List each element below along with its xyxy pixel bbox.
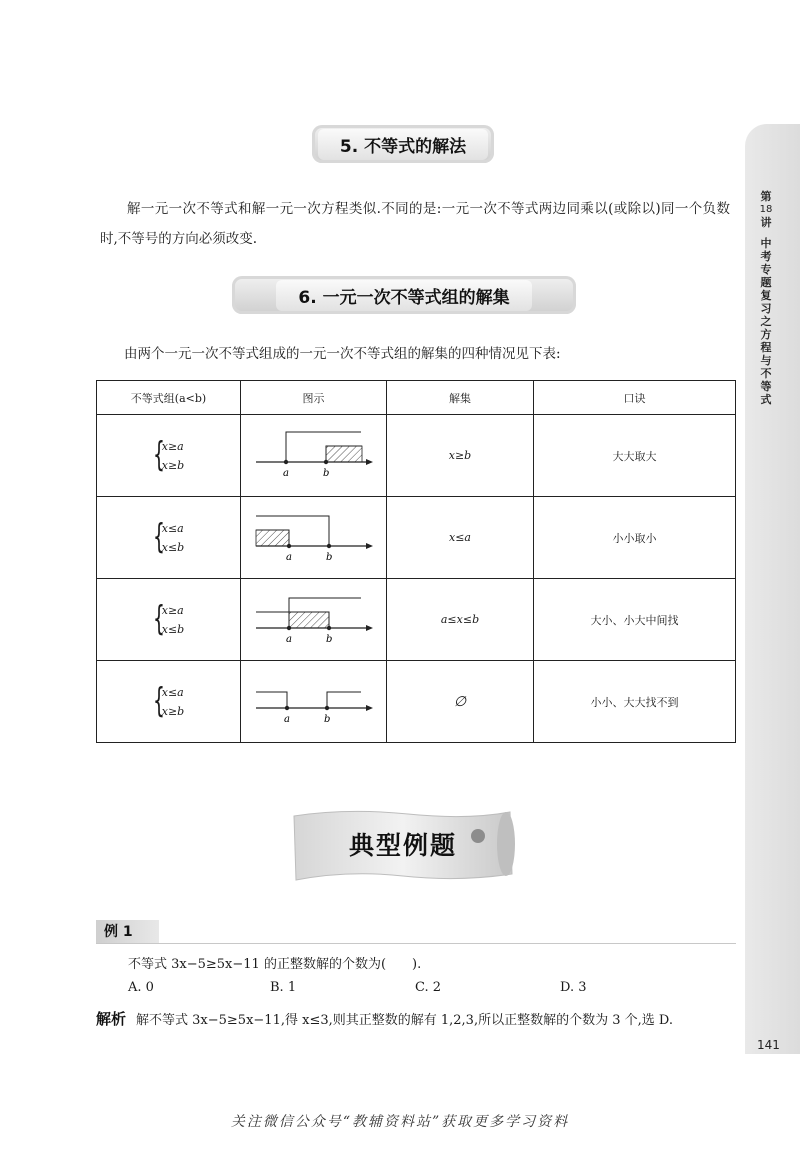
section6-title: 6. 一元一次不等式组的解集 bbox=[276, 280, 531, 311]
section5-banner bbox=[312, 125, 494, 163]
point-a bbox=[285, 706, 289, 710]
header-solution: 解集 bbox=[387, 381, 534, 415]
solution-set-table bbox=[96, 380, 736, 743]
hatched-region bbox=[256, 530, 289, 546]
section6-banner bbox=[232, 276, 576, 314]
system-cell bbox=[97, 661, 241, 743]
number-line-diagram bbox=[251, 506, 376, 566]
section5-title: 5. 不等式的解法 bbox=[318, 129, 488, 160]
point-a bbox=[287, 626, 291, 630]
table-header-row bbox=[97, 381, 736, 415]
axis-arrow bbox=[366, 459, 373, 465]
diagram-cell bbox=[241, 497, 387, 579]
example-divider bbox=[96, 943, 736, 944]
number-line-diagram bbox=[251, 424, 376, 484]
point-b bbox=[327, 626, 331, 630]
inequality-line-2: x≥b bbox=[161, 458, 185, 472]
system-cell bbox=[97, 415, 241, 497]
hatched-region bbox=[289, 612, 329, 628]
number-line-diagram bbox=[251, 670, 376, 730]
axis-arrow bbox=[366, 543, 373, 549]
point-b bbox=[324, 460, 328, 464]
header-system: 不等式组(a<b) bbox=[97, 381, 241, 415]
inequality-line-2: x≥b bbox=[161, 704, 185, 718]
chapter-prefix: 第 bbox=[760, 190, 772, 203]
diagram-cell bbox=[241, 661, 387, 743]
page-number: 141 bbox=[757, 1038, 780, 1052]
inequality-system: { x≥a x≥b bbox=[152, 434, 185, 475]
point-a bbox=[287, 544, 291, 548]
label-b: b bbox=[323, 468, 330, 479]
option-c: C. 2 bbox=[415, 980, 442, 995]
chapter-suffix: 讲 bbox=[760, 216, 772, 229]
inequality-line-1: x≥a bbox=[161, 603, 184, 617]
inequality-line-1: x≤a bbox=[161, 521, 184, 535]
analysis-text: 解不等式 3x−5≥5x−11,得 x≤3,则其正整数的解有 1,2,3,所以正整数解的个数为 3 个,选 D. bbox=[136, 1013, 673, 1028]
label-a: a bbox=[283, 468, 289, 479]
inequality-system: { x≤a x≤b bbox=[152, 516, 185, 557]
example1-analysis bbox=[96, 1006, 736, 1034]
section5-body: 解一元一次不等式和解一元一次方程类似.不同的是:一元一次不等式两边同乘以(或除以)同一个负数时,不等号的方向必须改变. bbox=[100, 201, 730, 247]
diagram-cell bbox=[241, 579, 387, 661]
diagram-cell bbox=[241, 415, 387, 497]
rule-cell: 小小、大大找不到 bbox=[534, 661, 736, 743]
example1-question: 不等式 3x−5≥5x−11 的正整数解的个数为( ). bbox=[128, 957, 422, 972]
inequality-line-1: x≤a bbox=[161, 685, 184, 699]
system-cell bbox=[97, 497, 241, 579]
analysis-tag: 解析 bbox=[96, 1010, 127, 1028]
solution-cell: a≤x≤b bbox=[387, 579, 534, 661]
inequality-line-2: x≤b bbox=[161, 622, 185, 636]
solution-cell: x≥b bbox=[387, 415, 534, 497]
option-a: A. 0 bbox=[128, 980, 154, 995]
chapter-title: 中考专题复习之方程与不等式 bbox=[760, 237, 772, 406]
option-b: B. 1 bbox=[270, 980, 297, 995]
header-rule: 口诀 bbox=[534, 381, 736, 415]
solution-cell: x≤a bbox=[387, 497, 534, 579]
system-cell bbox=[97, 579, 241, 661]
label-b: b bbox=[326, 552, 333, 563]
label-a: a bbox=[286, 552, 292, 563]
number-line-diagram bbox=[251, 588, 376, 648]
table-row bbox=[97, 497, 736, 579]
examples-title: 典型例题 bbox=[348, 831, 457, 860]
example1-label: 例 1 bbox=[96, 920, 159, 944]
rule-cell: 大大取大 bbox=[534, 415, 736, 497]
header-diagram: 图示 bbox=[241, 381, 387, 415]
axis-arrow bbox=[366, 625, 373, 631]
chapter-number: 18 bbox=[759, 204, 773, 215]
label-a: a bbox=[284, 714, 290, 725]
rule-cell: 小小取小 bbox=[534, 497, 736, 579]
ray-a bbox=[256, 692, 287, 708]
ray-b bbox=[327, 692, 361, 708]
label-b: b bbox=[324, 714, 331, 725]
table-row bbox=[97, 415, 736, 497]
hatched-region bbox=[326, 446, 362, 462]
side-tab-text bbox=[756, 190, 776, 406]
inequality-system: { x≤a x≥b bbox=[152, 680, 185, 721]
inequality-line-2: x≤b bbox=[161, 540, 185, 554]
point-b bbox=[327, 544, 331, 548]
axis-arrow bbox=[366, 705, 373, 711]
inequality-system: { x≥a x≤b bbox=[152, 598, 185, 639]
footer-note: 关注微信公众号“教辅资料站”获取更多学习资料 bbox=[230, 1114, 570, 1130]
label-b: b bbox=[326, 634, 333, 645]
rule-cell: 大小、小大中间找 bbox=[534, 579, 736, 661]
option-d: D. 3 bbox=[560, 980, 587, 995]
table-row bbox=[97, 579, 736, 661]
point-b bbox=[325, 706, 329, 710]
label-a: a bbox=[286, 634, 292, 645]
solution-cell: ∅ bbox=[387, 661, 534, 743]
point-a bbox=[284, 460, 288, 464]
table-row bbox=[97, 661, 736, 743]
section6-intro: 由两个一元一次不等式组成的一元一次不等式组的解集的四种情况见下表: bbox=[124, 346, 561, 362]
inequality-line-1: x≥a bbox=[161, 439, 184, 453]
